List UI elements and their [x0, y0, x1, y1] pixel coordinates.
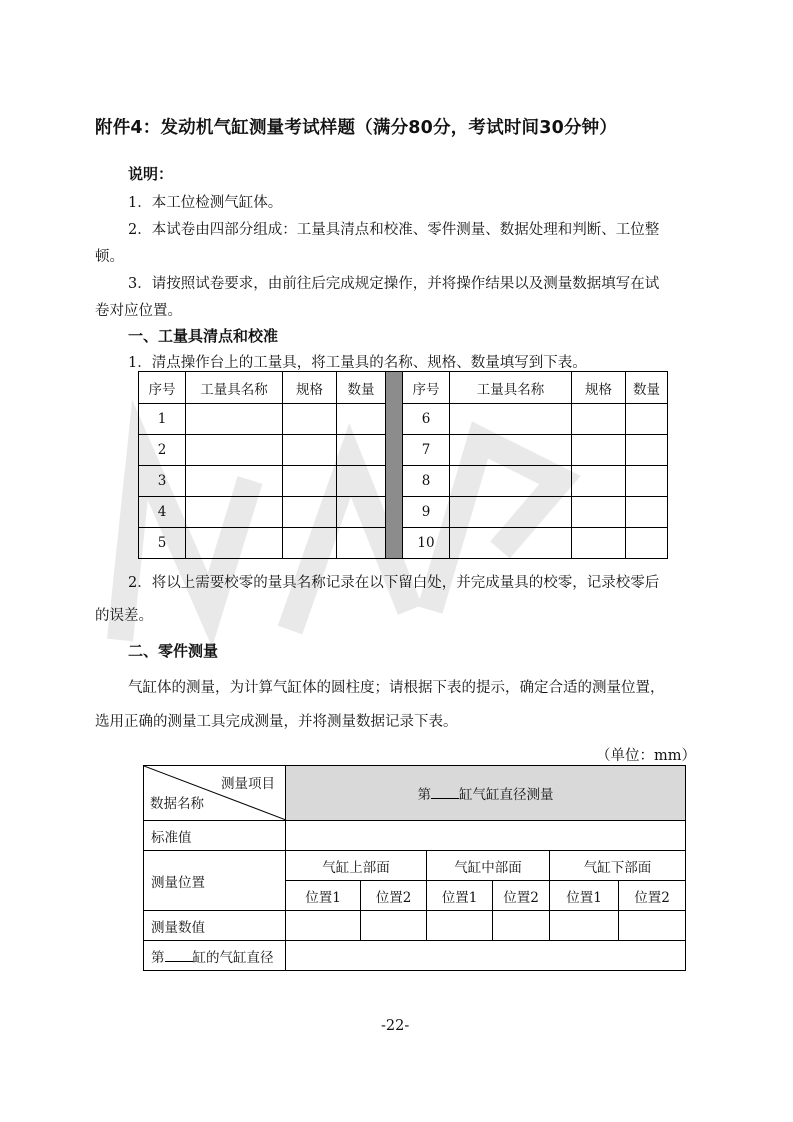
quantity-cell[interactable]: [626, 435, 668, 466]
spec-cell[interactable]: [572, 404, 626, 435]
instruction-item: 3．请按照试卷要求，由前往后完成规定操作，并将操作结果以及测量数据填写在试: [128, 276, 660, 292]
table-header-title: 第 缸气缸直径测量: [286, 766, 686, 821]
row-index: 1: [139, 404, 186, 435]
row-label-values: 测量数值: [144, 911, 286, 941]
col-header-spec: 规格: [283, 372, 337, 404]
table-row: [139, 466, 668, 497]
group-upper: 气缸上部面: [286, 851, 427, 881]
instructions-heading: 说明：: [128, 165, 174, 183]
diag-top-label: 测量项目: [221, 776, 275, 792]
group-middle: 气缸中部面: [427, 851, 550, 881]
col-header-quantity: 数量: [337, 372, 386, 404]
section2-paragraph: 选用正确的测量工具完成测量，并将测量数据记录下表。: [95, 714, 458, 730]
table-row: [139, 497, 668, 528]
row-index: 3: [139, 466, 186, 497]
section2-heading: 二、零件测量: [128, 642, 219, 660]
tool-name-cell[interactable]: [450, 404, 572, 435]
row-index: 10: [403, 528, 450, 559]
position-label: 位置1: [427, 881, 493, 911]
cylinder-number-blank[interactable]: [165, 949, 193, 962]
diag-bottom-label: 数据名称: [150, 796, 204, 812]
value-cell[interactable]: [550, 911, 619, 941]
tool-name-cell[interactable]: [186, 435, 283, 466]
spec-cell[interactable]: [572, 497, 626, 528]
quantity-cell[interactable]: [337, 466, 386, 497]
row-index: 8: [403, 466, 450, 497]
col-header-index: 序号: [139, 372, 186, 404]
quantity-cell[interactable]: [337, 528, 386, 559]
diagonal-header-cell: [144, 766, 286, 821]
cylinder-number-blank[interactable]: [431, 786, 459, 799]
value-cell[interactable]: [286, 911, 361, 941]
spec-cell[interactable]: [283, 404, 337, 435]
tool-name-cell[interactable]: [450, 466, 572, 497]
tool-name-cell[interactable]: [186, 528, 283, 559]
spec-cell[interactable]: [283, 528, 337, 559]
section1-text: 1．清点操作台上的工量具，将工量具的名称、规格、数量填写到下表。: [128, 355, 587, 371]
row-index: 7: [403, 435, 450, 466]
row-label-position: 测量位置: [144, 851, 286, 911]
position-label: 位置1: [550, 881, 619, 911]
quantity-cell[interactable]: [626, 466, 668, 497]
spec-cell[interactable]: [283, 497, 337, 528]
instruction-item: 顿。: [95, 249, 124, 265]
measurement-table: [143, 765, 686, 971]
unit-label: （单位：mm）: [596, 748, 696, 764]
page-title: 附件4：发动机气缸测量考试样题（满分80分，考试时间30分钟）: [95, 118, 618, 138]
quantity-cell[interactable]: [626, 404, 668, 435]
quantity-cell[interactable]: [337, 404, 386, 435]
tool-inventory-table: [138, 371, 668, 559]
tool-name-cell[interactable]: [186, 466, 283, 497]
section1-heading: 一、工量具清点和校准: [128, 327, 279, 345]
quantity-cell[interactable]: [337, 497, 386, 528]
table-row: [139, 528, 668, 559]
tool-name-cell[interactable]: [450, 528, 572, 559]
spec-cell[interactable]: [572, 435, 626, 466]
tool-name-cell[interactable]: [450, 435, 572, 466]
diameter-result-cell[interactable]: [286, 941, 686, 971]
page-number: -22-: [381, 1018, 410, 1034]
group-lower: 气缸下部面: [550, 851, 686, 881]
value-cell[interactable]: [427, 911, 493, 941]
row-index: 9: [403, 497, 450, 528]
value-cell[interactable]: [361, 911, 427, 941]
row-index: 5: [139, 528, 186, 559]
section1-text: 的误差。: [95, 608, 153, 624]
col-header-tool-name: 工量具名称: [450, 372, 572, 404]
table-separator: [386, 372, 403, 559]
table-row: [139, 435, 668, 466]
row-label-diameter: 第 缸的气缸直径: [144, 941, 286, 971]
instruction-item: 2．本试卷由四部分组成：工量具清点和校准、零件测量、数据处理和判断、工位整: [128, 222, 660, 238]
tool-name-cell[interactable]: [186, 404, 283, 435]
col-header-quantity: 数量: [626, 372, 668, 404]
instruction-item: 卷对应位置。: [95, 303, 182, 319]
position-label: 位置2: [619, 881, 686, 911]
section1-text: 2．将以上需要校零的量具名称记录在以下留白处，并完成量具的校零，记录校零后: [128, 575, 660, 591]
standard-value-cell[interactable]: [286, 821, 686, 851]
instruction-item: 1．本工位检测气缸体。: [128, 195, 283, 211]
tool-name-cell[interactable]: [450, 497, 572, 528]
table-row: [139, 404, 668, 435]
spec-cell[interactable]: [572, 466, 626, 497]
position-label: 位置2: [361, 881, 427, 911]
value-cell[interactable]: [619, 911, 686, 941]
col-header-tool-name: 工量具名称: [186, 372, 283, 404]
quantity-cell[interactable]: [337, 435, 386, 466]
row-index: 4: [139, 497, 186, 528]
quantity-cell[interactable]: [626, 528, 668, 559]
spec-cell[interactable]: [283, 466, 337, 497]
quantity-cell[interactable]: [626, 497, 668, 528]
tool-name-cell[interactable]: [186, 497, 283, 528]
spec-cell[interactable]: [283, 435, 337, 466]
section2-paragraph: 气缸体的测量，为计算气缸体的圆柱度；请根据下表的提示，确定合适的测量位置，: [128, 680, 665, 696]
row-label-standard: 标准值: [144, 821, 286, 851]
row-index: 6: [403, 404, 450, 435]
col-header-index: 序号: [403, 372, 450, 404]
spec-cell[interactable]: [572, 528, 626, 559]
value-cell[interactable]: [493, 911, 550, 941]
col-header-spec: 规格: [572, 372, 626, 404]
row-index: 2: [139, 435, 186, 466]
position-label: 位置2: [493, 881, 550, 911]
position-label: 位置1: [286, 881, 361, 911]
